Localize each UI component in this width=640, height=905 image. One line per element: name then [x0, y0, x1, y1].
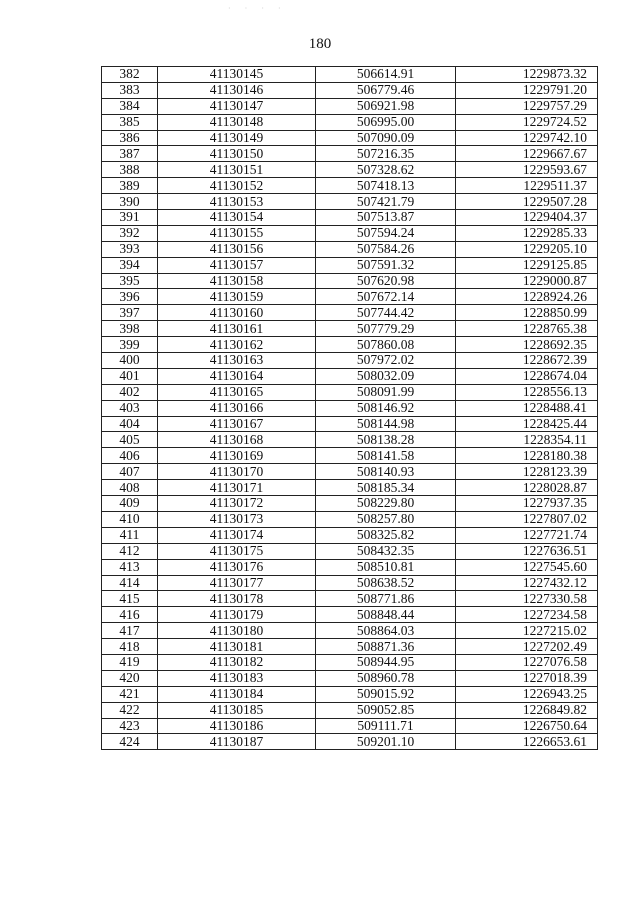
row-index-cell: 384 — [102, 98, 158, 114]
row-index-cell: 422 — [102, 702, 158, 718]
point-code-cell: 41130152 — [158, 178, 316, 194]
table-row — [102, 321, 598, 337]
x-coordinate-cell: 509111.71 — [316, 718, 456, 734]
y-coordinate-cell: 1229667.67 — [456, 146, 598, 162]
point-code-cell: 41130155 — [158, 225, 316, 241]
table-row — [102, 527, 598, 543]
y-coordinate-cell: 1228765.38 — [456, 321, 598, 337]
table-row — [102, 305, 598, 321]
row-index-cell: 399 — [102, 337, 158, 353]
point-code-cell: 41130161 — [158, 321, 316, 337]
x-coordinate-cell: 507620.98 — [316, 273, 456, 289]
point-code-cell: 41130148 — [158, 114, 316, 130]
table-row — [102, 480, 598, 496]
x-coordinate-cell: 508960.78 — [316, 670, 456, 686]
y-coordinate-cell: 1228028.87 — [456, 480, 598, 496]
y-coordinate-cell: 1227215.02 — [456, 623, 598, 639]
row-index-cell: 410 — [102, 511, 158, 527]
row-index-cell: 408 — [102, 480, 158, 496]
row-index-cell: 406 — [102, 448, 158, 464]
x-coordinate-cell: 507421.79 — [316, 194, 456, 210]
y-coordinate-cell: 1227807.02 — [456, 511, 598, 527]
y-coordinate-cell: 1227202.49 — [456, 639, 598, 655]
x-coordinate-cell: 508864.03 — [316, 623, 456, 639]
row-index-cell: 402 — [102, 384, 158, 400]
y-coordinate-cell: 1228924.26 — [456, 289, 598, 305]
x-coordinate-cell: 508141.58 — [316, 448, 456, 464]
point-code-cell: 41130167 — [158, 416, 316, 432]
y-coordinate-cell: 1226943.25 — [456, 686, 598, 702]
table-row — [102, 734, 598, 750]
scan-artifact-dots: · · · · — [228, 4, 287, 13]
point-code-cell: 41130149 — [158, 130, 316, 146]
row-index-cell: 393 — [102, 241, 158, 257]
y-coordinate-cell: 1229511.37 — [456, 178, 598, 194]
row-index-cell: 411 — [102, 527, 158, 543]
table-row — [102, 591, 598, 607]
table-row — [102, 162, 598, 178]
x-coordinate-cell: 508325.82 — [316, 527, 456, 543]
x-coordinate-cell: 508185.34 — [316, 480, 456, 496]
row-index-cell: 423 — [102, 718, 158, 734]
table-row — [102, 241, 598, 257]
y-coordinate-cell: 1228425.44 — [456, 416, 598, 432]
table-row — [102, 670, 598, 686]
point-code-cell: 41130179 — [158, 607, 316, 623]
point-code-cell: 41130173 — [158, 511, 316, 527]
point-code-cell: 41130150 — [158, 146, 316, 162]
x-coordinate-cell: 506921.98 — [316, 98, 456, 114]
point-code-cell: 41130164 — [158, 368, 316, 384]
x-coordinate-cell: 506995.00 — [316, 114, 456, 130]
x-coordinate-cell: 507779.29 — [316, 321, 456, 337]
y-coordinate-cell: 1228488.41 — [456, 400, 598, 416]
table-row — [102, 130, 598, 146]
point-code-cell: 41130160 — [158, 305, 316, 321]
x-coordinate-cell: 509015.92 — [316, 686, 456, 702]
y-coordinate-cell: 1228674.04 — [456, 368, 598, 384]
row-index-cell: 419 — [102, 654, 158, 670]
x-coordinate-cell: 507594.24 — [316, 225, 456, 241]
row-index-cell: 398 — [102, 321, 158, 337]
y-coordinate-cell: 1228556.13 — [456, 384, 598, 400]
table-row — [102, 337, 598, 353]
table-row — [102, 178, 598, 194]
point-code-cell: 41130172 — [158, 496, 316, 512]
y-coordinate-cell: 1229593.67 — [456, 162, 598, 178]
y-coordinate-cell: 1227076.58 — [456, 654, 598, 670]
x-coordinate-cell: 507216.35 — [316, 146, 456, 162]
table-row — [102, 273, 598, 289]
row-index-cell: 394 — [102, 257, 158, 273]
row-index-cell: 391 — [102, 210, 158, 226]
point-code-cell: 41130159 — [158, 289, 316, 305]
table-row — [102, 257, 598, 273]
row-index-cell: 404 — [102, 416, 158, 432]
table-row — [102, 416, 598, 432]
table-row — [102, 575, 598, 591]
x-coordinate-cell: 508032.09 — [316, 368, 456, 384]
x-coordinate-cell: 507584.26 — [316, 241, 456, 257]
x-coordinate-cell: 507972.02 — [316, 353, 456, 369]
table-row — [102, 82, 598, 98]
point-code-cell: 41130163 — [158, 353, 316, 369]
x-coordinate-cell: 508138.28 — [316, 432, 456, 448]
table-row — [102, 432, 598, 448]
table-row — [102, 67, 598, 83]
point-code-cell: 41130181 — [158, 639, 316, 655]
x-coordinate-cell: 507418.13 — [316, 178, 456, 194]
y-coordinate-cell: 1226849.82 — [456, 702, 598, 718]
coordinate-table-container — [101, 66, 597, 750]
point-code-cell: 41130153 — [158, 194, 316, 210]
point-code-cell: 41130174 — [158, 527, 316, 543]
point-code-cell: 41130162 — [158, 337, 316, 353]
table-row — [102, 194, 598, 210]
y-coordinate-cell: 1227234.58 — [456, 607, 598, 623]
x-coordinate-cell: 508771.86 — [316, 591, 456, 607]
table-row — [102, 368, 598, 384]
row-index-cell: 418 — [102, 639, 158, 655]
y-coordinate-cell: 1228123.39 — [456, 464, 598, 480]
table-row — [102, 289, 598, 305]
point-code-cell: 41130170 — [158, 464, 316, 480]
y-coordinate-cell: 1227937.35 — [456, 496, 598, 512]
point-code-cell: 41130180 — [158, 623, 316, 639]
row-index-cell: 400 — [102, 353, 158, 369]
y-coordinate-cell: 1227330.58 — [456, 591, 598, 607]
x-coordinate-cell: 508638.52 — [316, 575, 456, 591]
y-coordinate-cell: 1229404.37 — [456, 210, 598, 226]
point-code-cell: 41130178 — [158, 591, 316, 607]
point-code-cell: 41130183 — [158, 670, 316, 686]
x-coordinate-cell: 507744.42 — [316, 305, 456, 321]
table-row — [102, 511, 598, 527]
point-code-cell: 41130177 — [158, 575, 316, 591]
y-coordinate-cell: 1226653.61 — [456, 734, 598, 750]
point-code-cell: 41130151 — [158, 162, 316, 178]
point-code-cell: 41130147 — [158, 98, 316, 114]
point-code-cell: 41130168 — [158, 432, 316, 448]
y-coordinate-cell: 1229507.28 — [456, 194, 598, 210]
x-coordinate-cell: 507513.87 — [316, 210, 456, 226]
x-coordinate-cell: 508432.35 — [316, 543, 456, 559]
table-row — [102, 623, 598, 639]
y-coordinate-cell: 1229205.10 — [456, 241, 598, 257]
row-index-cell: 415 — [102, 591, 158, 607]
row-index-cell: 403 — [102, 400, 158, 416]
table-row — [102, 543, 598, 559]
table-row — [102, 654, 598, 670]
row-index-cell: 382 — [102, 67, 158, 83]
row-index-cell: 412 — [102, 543, 158, 559]
y-coordinate-cell: 1228850.99 — [456, 305, 598, 321]
x-coordinate-cell: 508510.81 — [316, 559, 456, 575]
row-index-cell: 420 — [102, 670, 158, 686]
y-coordinate-cell: 1227721.74 — [456, 527, 598, 543]
row-index-cell: 386 — [102, 130, 158, 146]
y-coordinate-cell: 1227018.39 — [456, 670, 598, 686]
x-coordinate-cell: 508144.98 — [316, 416, 456, 432]
point-code-cell: 41130186 — [158, 718, 316, 734]
point-code-cell: 41130187 — [158, 734, 316, 750]
row-index-cell: 421 — [102, 686, 158, 702]
x-coordinate-cell: 507591.32 — [316, 257, 456, 273]
row-index-cell: 397 — [102, 305, 158, 321]
point-code-cell: 41130166 — [158, 400, 316, 416]
x-coordinate-cell: 508146.92 — [316, 400, 456, 416]
point-code-cell: 41130145 — [158, 67, 316, 83]
table-row — [102, 702, 598, 718]
row-index-cell: 387 — [102, 146, 158, 162]
x-coordinate-cell: 508257.80 — [316, 511, 456, 527]
y-coordinate-cell: 1228692.35 — [456, 337, 598, 353]
point-code-cell: 41130156 — [158, 241, 316, 257]
y-coordinate-cell: 1229724.52 — [456, 114, 598, 130]
table-row — [102, 353, 598, 369]
table-row — [102, 98, 598, 114]
point-code-cell: 41130185 — [158, 702, 316, 718]
x-coordinate-cell: 506614.91 — [316, 67, 456, 83]
row-index-cell: 405 — [102, 432, 158, 448]
table-row — [102, 718, 598, 734]
point-code-cell: 41130169 — [158, 448, 316, 464]
x-coordinate-cell: 509052.85 — [316, 702, 456, 718]
point-code-cell: 41130182 — [158, 654, 316, 670]
point-code-cell: 41130184 — [158, 686, 316, 702]
x-coordinate-cell: 508229.80 — [316, 496, 456, 512]
x-coordinate-cell: 508140.93 — [316, 464, 456, 480]
row-index-cell: 392 — [102, 225, 158, 241]
table-row — [102, 559, 598, 575]
row-index-cell: 389 — [102, 178, 158, 194]
y-coordinate-cell: 1229000.87 — [456, 273, 598, 289]
x-coordinate-cell: 507672.14 — [316, 289, 456, 305]
y-coordinate-cell: 1228672.39 — [456, 353, 598, 369]
y-coordinate-cell: 1229285.33 — [456, 225, 598, 241]
point-code-cell: 41130165 — [158, 384, 316, 400]
point-code-cell: 41130175 — [158, 543, 316, 559]
coordinate-table — [101, 66, 598, 750]
table-row — [102, 114, 598, 130]
x-coordinate-cell: 508944.95 — [316, 654, 456, 670]
point-code-cell: 41130154 — [158, 210, 316, 226]
x-coordinate-cell: 507090.09 — [316, 130, 456, 146]
y-coordinate-cell: 1228180.38 — [456, 448, 598, 464]
y-coordinate-cell: 1228354.11 — [456, 432, 598, 448]
table-row — [102, 686, 598, 702]
y-coordinate-cell: 1226750.64 — [456, 718, 598, 734]
table-row — [102, 607, 598, 623]
row-index-cell: 383 — [102, 82, 158, 98]
row-index-cell: 407 — [102, 464, 158, 480]
table-row — [102, 225, 598, 241]
table-row — [102, 400, 598, 416]
row-index-cell: 409 — [102, 496, 158, 512]
row-index-cell: 416 — [102, 607, 158, 623]
x-coordinate-cell: 507860.08 — [316, 337, 456, 353]
x-coordinate-cell: 508871.36 — [316, 639, 456, 655]
y-coordinate-cell: 1229873.32 — [456, 67, 598, 83]
row-index-cell: 424 — [102, 734, 158, 750]
y-coordinate-cell: 1229742.10 — [456, 130, 598, 146]
row-index-cell: 388 — [102, 162, 158, 178]
y-coordinate-cell: 1227432.12 — [456, 575, 598, 591]
x-coordinate-cell: 506779.46 — [316, 82, 456, 98]
point-code-cell: 41130176 — [158, 559, 316, 575]
table-row — [102, 639, 598, 655]
y-coordinate-cell: 1227545.60 — [456, 559, 598, 575]
page-number: 180 — [308, 36, 332, 52]
coordinate-table-body — [102, 67, 598, 750]
row-index-cell: 396 — [102, 289, 158, 305]
row-index-cell: 395 — [102, 273, 158, 289]
y-coordinate-cell: 1229791.20 — [456, 82, 598, 98]
table-row — [102, 146, 598, 162]
row-index-cell: 414 — [102, 575, 158, 591]
table-row — [102, 448, 598, 464]
row-index-cell: 413 — [102, 559, 158, 575]
x-coordinate-cell: 509201.10 — [316, 734, 456, 750]
row-index-cell: 390 — [102, 194, 158, 210]
y-coordinate-cell: 1227636.51 — [456, 543, 598, 559]
point-code-cell: 41130171 — [158, 480, 316, 496]
x-coordinate-cell: 508848.44 — [316, 607, 456, 623]
x-coordinate-cell: 508091.99 — [316, 384, 456, 400]
point-code-cell: 41130157 — [158, 257, 316, 273]
x-coordinate-cell: 507328.62 — [316, 162, 456, 178]
point-code-cell: 41130158 — [158, 273, 316, 289]
y-coordinate-cell: 1229757.29 — [456, 98, 598, 114]
table-row — [102, 384, 598, 400]
point-code-cell: 41130146 — [158, 82, 316, 98]
row-index-cell: 401 — [102, 368, 158, 384]
table-row — [102, 210, 598, 226]
y-coordinate-cell: 1229125.85 — [456, 257, 598, 273]
row-index-cell: 417 — [102, 623, 158, 639]
row-index-cell: 385 — [102, 114, 158, 130]
table-row — [102, 464, 598, 480]
table-row — [102, 496, 598, 512]
